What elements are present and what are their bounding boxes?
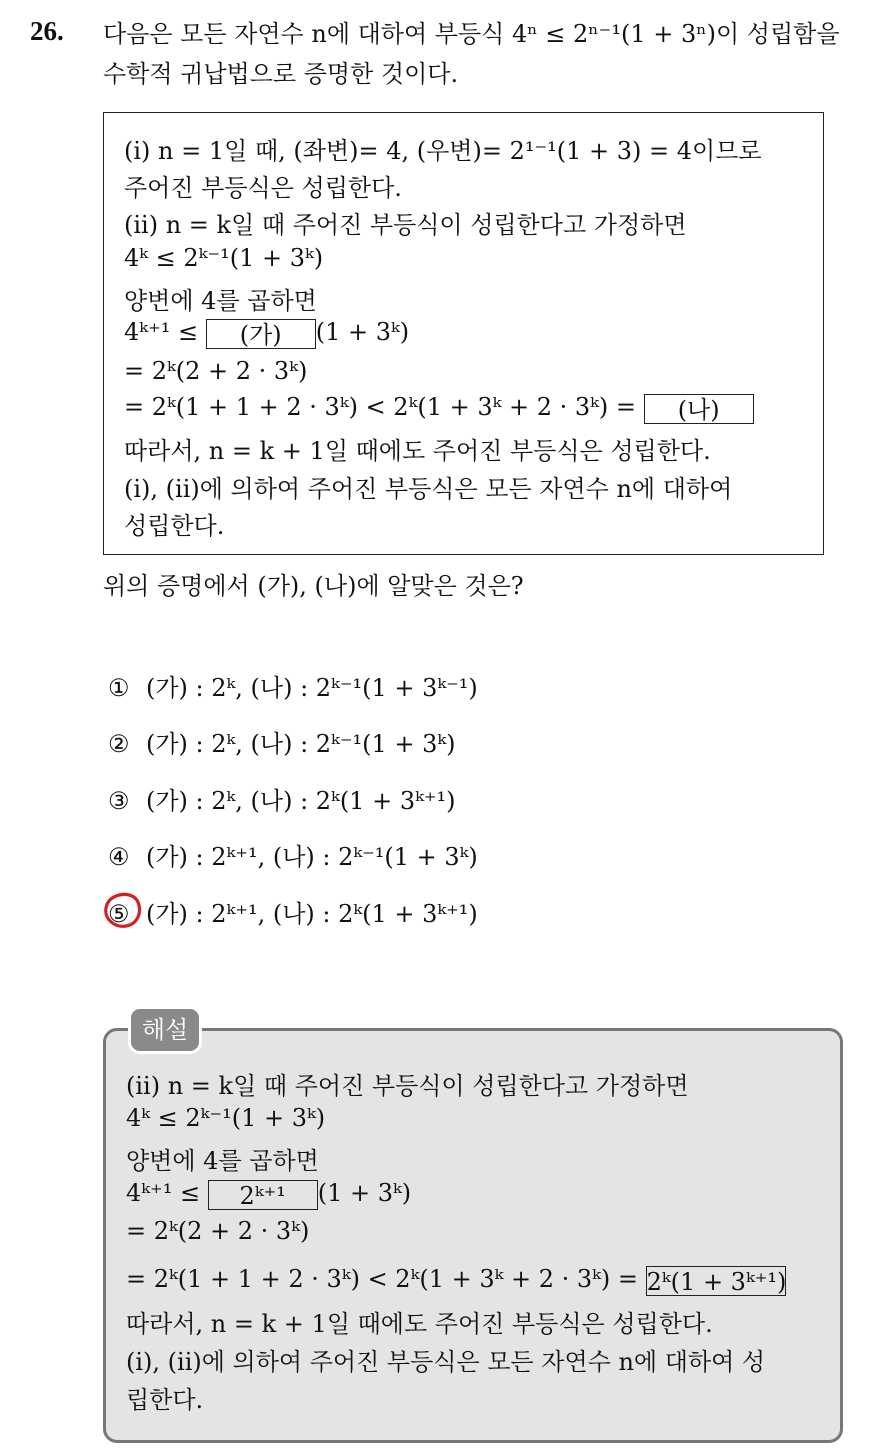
- question-text: 위의 증명에서 (가), (나)에 알맞은 것은?: [103, 572, 524, 600]
- choice-5-number: ⑤: [108, 900, 130, 928]
- explanation-line-4: [126, 1179, 411, 1210]
- proof-line-10: (i), (ii)에 의하여 주어진 부등식은 모든 자연수 n에 대하여: [124, 475, 733, 503]
- stem-line-1: 다음은 모든 자연수 n에 대하여 부등식 4ⁿ ≤ 2ⁿ⁻¹(1 + 3ⁿ)이 성립함을: [103, 20, 840, 48]
- proof-line-7: = 2ᵏ(2 + 2 · 3ᵏ): [124, 357, 308, 385]
- choice-1-number: ①: [108, 674, 130, 702]
- problem-stem: [103, 14, 873, 94]
- choice-1-text: (가) : 2ᵏ, (나) : 2ᵏ⁻¹(1 + 3ᵏ⁻¹): [146, 674, 478, 702]
- explanation-line-4-left: 4ᵏ⁺¹ ≤: [126, 1179, 201, 1207]
- explanation-line-3: 양변에 4를 곱하면: [126, 1147, 319, 1175]
- choice-5[interactable]: [108, 894, 478, 929]
- proof-line-4: 4ᵏ ≤ 2ᵏ⁻¹(1 + 3ᵏ): [124, 244, 324, 272]
- explanation-line-4-right: (1 + 3ᵏ): [317, 1179, 412, 1207]
- choice-5-text: (가) : 2ᵏ⁺¹, (나) : 2ᵏ(1 + 3ᵏ⁺¹): [146, 900, 478, 928]
- choice-4-number: ④: [108, 843, 130, 871]
- explanation-line-9: 립한다.: [126, 1386, 204, 1414]
- explanation-line-1: (ii) n = k일 때 주어진 부등식이 성립한다고 가정하면: [126, 1072, 689, 1100]
- answer-circle-mark: [102, 890, 144, 930]
- proof-line-1: (i) n = 1일 때, (좌변)= 4, (우변)= 2¹⁻¹(1 + 3) = 4이므로: [124, 137, 762, 165]
- proof-line-6-left: 4ᵏ⁺¹ ≤: [124, 318, 199, 346]
- explanation-line-8: (i), (ii)에 의하여 주어진 부등식은 모든 자연수 n에 대하여 성: [126, 1348, 766, 1376]
- explanation-line-6: [126, 1265, 786, 1296]
- proof-line-6-right: (1 + 3ᵏ): [315, 318, 410, 346]
- proof-line-8: [124, 393, 754, 424]
- explanation-line-7: 따라서, n = k + 1일 때에도 주어진 부등식은 성립한다.: [126, 1310, 713, 1338]
- choice-3-number: ③: [108, 787, 130, 815]
- explanation-line-5: = 2ᵏ(2 + 2 · 3ᵏ): [126, 1217, 310, 1245]
- proof-line-2: 주어진 부등식은 성립한다.: [124, 174, 402, 202]
- proof-line-5: 양변에 4를 곱하면: [124, 287, 317, 315]
- choice-4[interactable]: [108, 837, 478, 872]
- explanation-tag: 해설: [128, 1006, 202, 1054]
- choice-1[interactable]: [108, 668, 478, 703]
- problem-number: 26.: [30, 16, 64, 46]
- fill-ga: 2ᵏ⁺¹: [208, 1180, 318, 1210]
- proof-line-8-left: = 2ᵏ(1 + 1 + 2 · 3ᵏ) < 2ᵏ(1 + 3ᵏ + 2 · 3ᵏ) =: [124, 393, 637, 421]
- choice-3-text: (가) : 2ᵏ, (나) : 2ᵏ(1 + 3ᵏ⁺¹): [146, 787, 456, 815]
- proof-line-6: [124, 318, 409, 349]
- proof-line-11: 성립한다.: [124, 512, 225, 540]
- explanation-line-6-left: = 2ᵏ(1 + 1 + 2 · 3ᵏ) < 2ᵏ(1 + 3ᵏ + 2 · 3ᵏ) =: [126, 1265, 639, 1293]
- fill-na: 2ᵏ(1 + 3ᵏ⁺¹): [646, 1267, 787, 1296]
- stem-line-2: 수학적 귀납법으로 증명한 것이다.: [103, 60, 459, 88]
- proof-line-3: (ii) n = k일 때 주어진 부등식이 성립한다고 가정하면: [124, 211, 687, 239]
- choice-4-text: (가) : 2ᵏ⁺¹, (나) : 2ᵏ⁻¹(1 + 3ᵏ): [146, 843, 478, 871]
- blank-na: (나): [644, 394, 754, 424]
- proof-line-9: 따라서, n = k + 1일 때에도 주어진 부등식은 성립한다.: [124, 437, 711, 465]
- choice-2-number: ②: [108, 730, 130, 758]
- explanation-line-2: 4ᵏ ≤ 2ᵏ⁻¹(1 + 3ᵏ): [126, 1104, 326, 1132]
- choice-2[interactable]: [108, 724, 456, 759]
- choice-3[interactable]: [108, 781, 456, 816]
- choice-2-text: (가) : 2ᵏ, (나) : 2ᵏ⁻¹(1 + 3ᵏ): [146, 730, 456, 758]
- blank-ga: (가): [206, 319, 316, 349]
